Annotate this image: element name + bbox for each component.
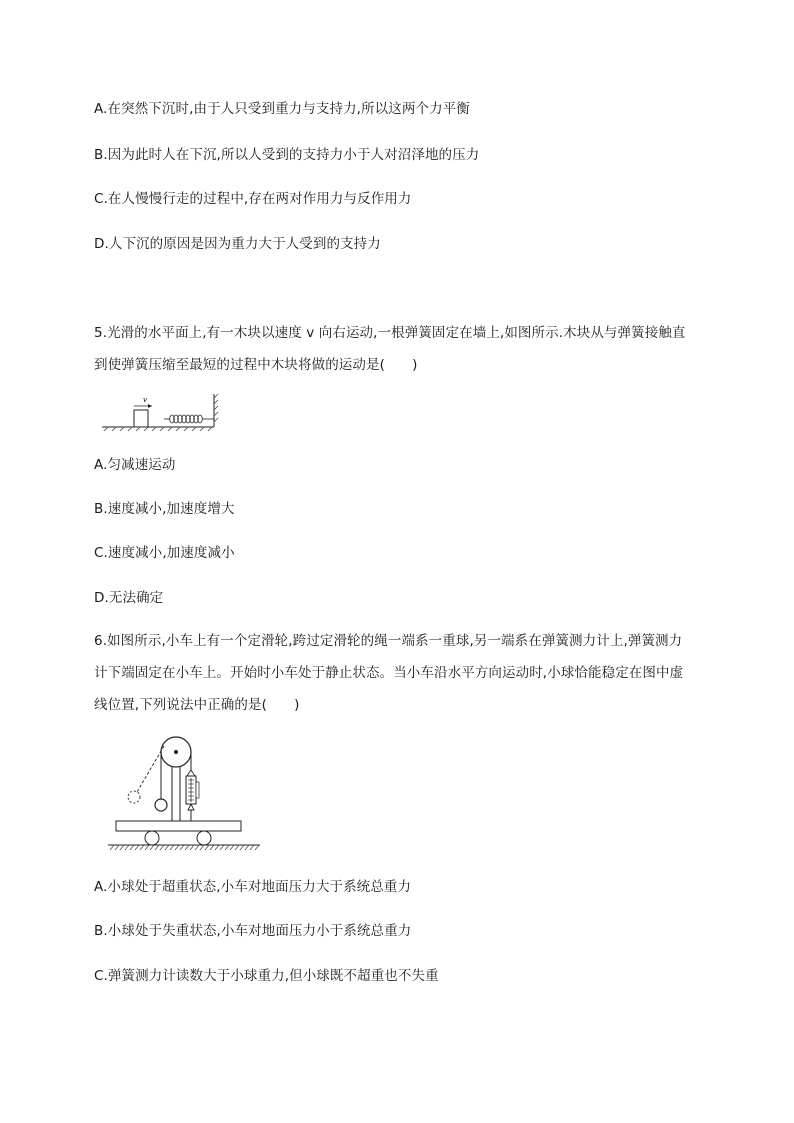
q5-stem-line1: 5.光滑的水平面上,有一木块以速度 v 向右运动,一根弹簧固定在墙上,如图所示.木块从与弹簧接触直 [94,325,686,341]
ball [155,799,167,811]
q4-option-c: C.在人慢慢行走的过程中,存在两对作用力与反作用力 [94,191,412,207]
wall-hatching [214,394,218,422]
q6-cart-pulley-figure [104,732,264,857]
q6-option-c: C.弹簧测力计读数大于小球重力,但小球既不超重也不失重 [94,968,439,984]
q6-stem-line1: 6.如图所示,小车上有一个定滑轮,跨过定滑轮的绳一端系一重球,另一端系在弹簧测力计上,弹簧测力 [94,633,683,649]
wooden-block [134,410,148,427]
cart-wheel-left [145,831,159,845]
q5-stem-line2: 到使弹簧压缩至最短的过程中木块将做的运动是( ) [94,357,418,373]
q6-option-b: B.小球处于失重状态,小车对地面压力小于系统总重力 [94,923,412,939]
rope-dashed [137,746,164,792]
q5-option-b: B.速度减小,加速度增大 [94,501,235,517]
cart-wheel-right [197,831,211,845]
q5-block-spring-figure [98,390,223,432]
ground-hatching [110,845,259,850]
q6-stem-line2: 计下端固定在小车上。开始时小车处于静止状态。当小车沿水平方向运动时,小球恰能稳定在图中虚 [94,665,684,681]
q5-option-d: D.无法确定 [94,590,164,606]
q4-option-d: D.人下沉的原因是因为重力大于人受到的支持力 [94,236,381,252]
ground-hatching [104,427,212,431]
q5-option-a: A.匀减速运动 [94,457,176,473]
q6-stem-line3: 线位置,下列说法中正确的是( ) [94,697,300,713]
ball-dashed-position [128,791,140,803]
cart-platform [116,821,241,831]
q4-option-a: A.在突然下沉时,由于人只受到重力与支持力,所以这两个力平衡 [94,101,470,117]
spring-scale [186,770,199,821]
q4-option-b: B.因为此时人在下沉,所以人受到的支持力小于人对沼泽地的压力 [94,147,480,163]
q5-option-c: C.速度减小,加速度减小 [94,545,235,561]
q6-option-a: A.小球处于超重状态,小车对地面压力大于系统总重力 [94,879,412,895]
spring [164,415,214,423]
velocity-label: v [143,396,147,404]
